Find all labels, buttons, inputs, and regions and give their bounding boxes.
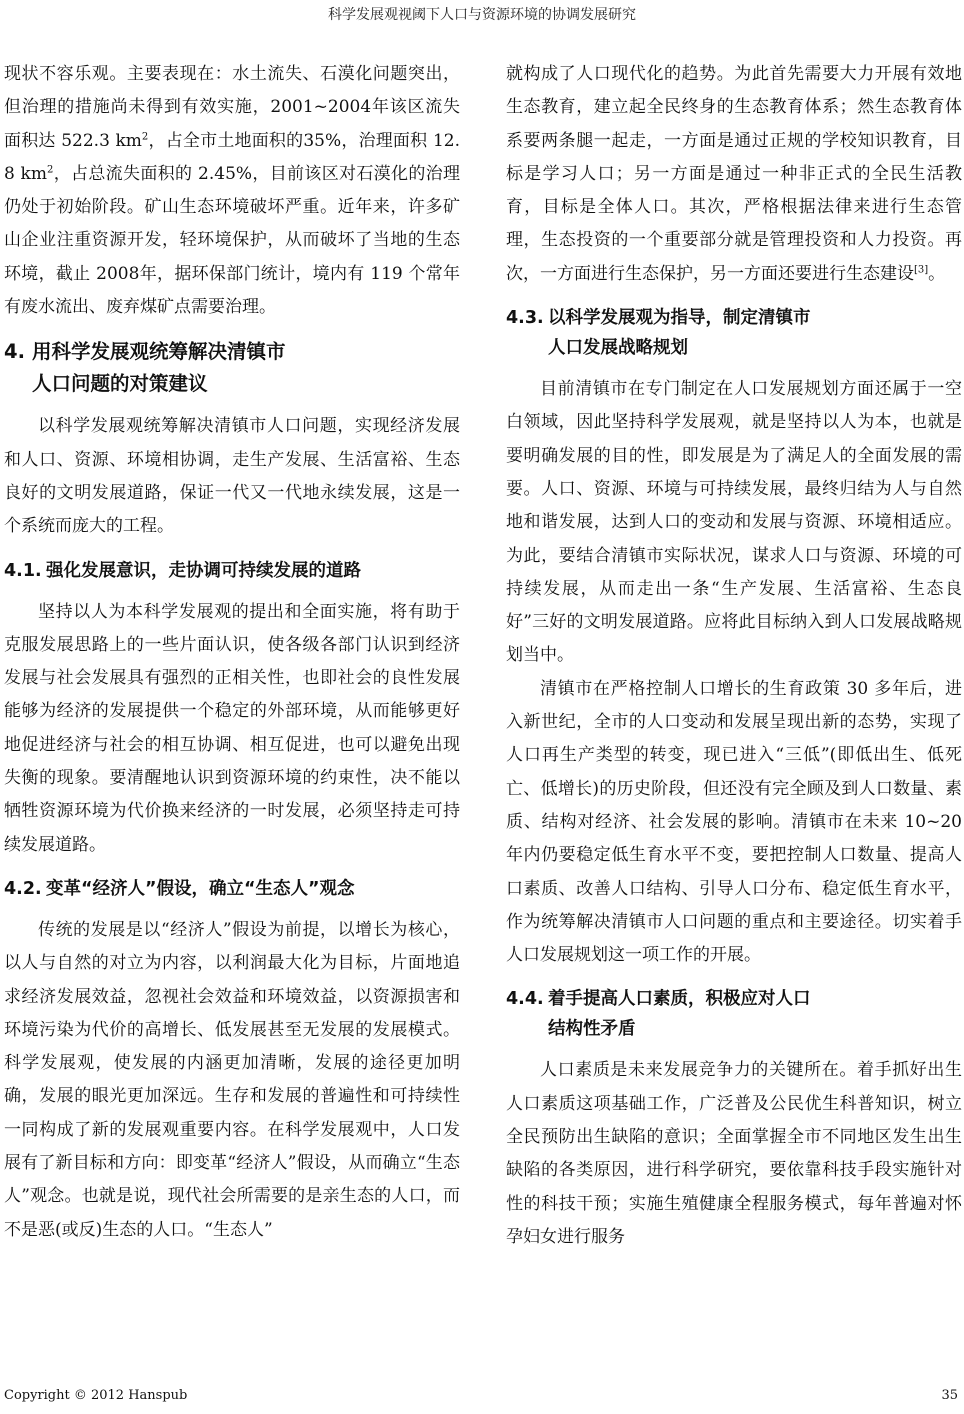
section-heading-4 <box>4 336 460 400</box>
paragraph-right-1 <box>506 58 962 291</box>
subsection-title: 强化发展意识，走协调可持续发展的道路 <box>46 560 361 581</box>
citation-superscript: [3] <box>914 264 929 276</box>
page-footer <box>0 1388 964 1408</box>
text-run: 。 <box>928 263 946 284</box>
text-run: 就构成了人口现代化的趋势。为此首先需要大力开展有效地生态教育，建立起全民终身的生态教育体系；然生态教育体系要两条腿一起走，一方面是通过正规的学校知识教育，目标是学习人口；另一方面是通过一种非正式的全民生活教育，目标是全体人口。其次，严格根据法律来进行生态管理，生态投资的一个重要部分就是管理投资和人力投资。再次，一方面进行生态保护，另一方面还要进行生态建设 <box>506 64 962 284</box>
subsection-heading-4-4 <box>506 984 962 1044</box>
copyright-notice: Copyright © 2012 Hanspub <box>4 1388 188 1403</box>
paragraph-right-2: 目前清镇市在专门制定在人口发展规划方面还属于一空白领域，因此坚持科学发展观，就是坚持以人为本，也就是要明确发展的目的性，即发展是为了满足人的全面发展的需要。人口、资源、环境与可持续发展，最终归结为人与自然地和谐发展，达到人口的变动和发展与资源、环境相适应。为此，要结合清镇市实际状况，谋求人口与资源、环境的可持续发展，从而走出一条“生产发展、生活富裕、生态良好”三好的文明发展道路。应将此目标纳入到人口发展战略规划当中。 <box>506 379 962 666</box>
right-column <box>506 58 962 1254</box>
subsection-title-line1: 着手提高人口素质，积极应对人口 <box>548 989 811 1010</box>
subsection-heading-4-3 <box>506 303 962 363</box>
subsection-number: 4.2. <box>4 878 42 899</box>
superscript: 2 <box>141 130 149 142</box>
subsection-number: 4.3. <box>506 308 544 329</box>
paragraph-left-1 <box>4 58 460 324</box>
paragraph-right-3: 清镇市在严格控制人口增长的生育政策 30 多年后，进入新世纪，全市的人口变动和发展呈现出新的态势，实现了人口再生产类型的转变，现已进入“三低”(即低出生、低死亡、低增长)的历史阶段，但还没有完全顾及到人口数量、素质、结构对经济、社会发展的影响。清镇市在未来 10~20 年内仍要稳定低生育水平不变，要把控制人口数量、提高人口素质、改善人口结构、引导人口分布、稳定低生育水平，作为统筹解决清镇市人口问题的重点和主要途径。切实着手人口发展规划这一项工作的开展。 <box>506 678 962 966</box>
subsection-title: 变革“经济人”假设，确立“生态人”观念 <box>46 878 355 899</box>
paragraph-left-3: 坚持以人为本科学发展观的提出和全面实施，将有助于克服发展思路上的一些片面认识，使各级各部门认识到经济发展与社会发展具有强烈的正相关性，也即社会的良性发展能够为经济的发展提供一个稳定的外部环境，从而能够更好地促进经济与社会的相互协调、相互促进，也可以避免出现失衡的现象。要清醒地认识到资源环境的约束性，决不能以牺牲资源环境为代价换来经济的一时发展，必须坚持走可持续发展道路。 <box>4 601 460 855</box>
subsection-number: 4.4. <box>506 989 544 1010</box>
subsection-number: 4.1. <box>4 560 42 581</box>
subsection-title-line2: 结构性矛盾 <box>548 1019 636 1040</box>
page-number: 35 <box>941 1388 958 1403</box>
superscript: 2 <box>46 164 54 176</box>
subsection-title-line1: 以科学发展观为指导，制定清镇市 <box>548 308 811 329</box>
text-run: ，占全市土地面积的35%，治理面积 12.8 km <box>4 130 460 184</box>
paragraph-right-4: 人口素质是未来发展竞争力的关键所在。着手抓好出生人口素质这项基础工作，广泛普及公民优生科普知识，树立全民预防出生缺陷的意识；全面掌握全市不同地区发生出生缺陷的各类原因，进行科学研究，要依靠科技手段实施针对性的科技干预；实施生殖健康全程服务模式，每年普遍对怀孕妇女进行服务 <box>506 1060 962 1247</box>
text-run: ，占总流失面积的 2.45%，目前该区对石漠化的治理仍处于初始阶段。矿山生态环境破坏严重。近年来，许多矿山企业注重资源开发，轻环境保护，从而破坏了当地的生态环境，截止 2008年，据环保部门统计，境内有 119 个常年有废水流出、废弃煤矿点需要治理。 <box>4 163 460 318</box>
section-title-line2: 人口问题的对策建议 <box>32 372 208 396</box>
section-number: 4. <box>4 340 25 364</box>
running-head: 科学发展观视阈下人口与资源环境的协调发展研究 <box>328 7 636 23</box>
section-title-line1: 用科学发展观统筹解决清镇市 <box>32 340 286 364</box>
left-column <box>4 58 460 1247</box>
subsection-heading-4-2 <box>4 874 460 904</box>
paragraph-left-4: 传统的发展是以“经济人”假设为前提，以增长为核心，以人与自然的对立为内容，以利润最大化为目标，片面地追求经济发展效益，忽视社会效益和环境效益，以资源损害和环境污染为代价的高增长、低发展甚至无发展的发展模式。科学发展观，使发展的内涵更加清晰，发展的途径更加明确，发展的眼光更加深远。生存和发展的普遍性和可持续性一同构成了新的发展观重要内容。在科学发展观中，人口发展有了新目标和方向：即变革“经济人”假设，从而确立“生态人”观念。也就是说，现代社会所需要的是亲生态的人口，而不是恶(或反)生态的人口。“生态人” <box>4 919 460 1240</box>
subsection-title-line2: 人口发展战略规划 <box>548 338 688 359</box>
paragraph-left-2: 以科学发展观统筹解决清镇市人口问题，实现经济发展和人口、资源、环境相协调，走生产发展、生活富裕、生态良好的文明发展道路，保证一代又一代地永续发展，这是一个系统而庞大的工程。 <box>4 416 460 537</box>
subsection-heading-4-1 <box>4 556 460 586</box>
text-run: 现状不容乐观。主要表现在：水土流失、石漠化问题突出，但治理的措施尚未得到有效实施，2001~2004年该区流失面积达 522.3 km <box>4 64 460 151</box>
